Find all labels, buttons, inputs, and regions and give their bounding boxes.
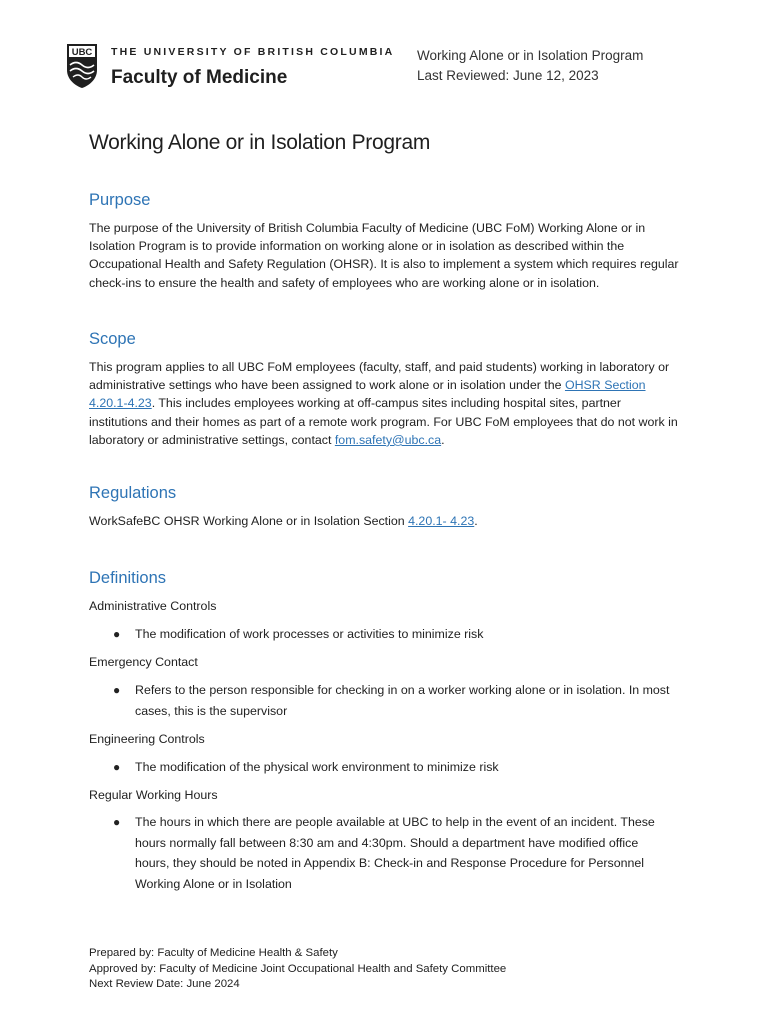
definition-term: Administrative Controls <box>89 599 217 613</box>
fom-safety-email-link[interactable]: fom.safety@ubc.ca <box>334 432 442 447</box>
scope-heading: Scope <box>89 330 136 348</box>
regulations-heading: Regulations <box>89 484 177 502</box>
regulations-text-part-2: . <box>474 514 478 528</box>
header-program-name: Working Alone or in Isolation Program <box>417 48 644 63</box>
logo-text: UBC <box>71 47 93 58</box>
definition-bullet <box>113 624 675 645</box>
purpose-text: The purpose of the University of British Columbia Faculty of Medicine (UBC FoM) Working Alone or in Isolation Program is to provide information on working alone or in isolation as described within the Occupational Health and Safety Regulation (OHSR). It is also to implement a system which requires regular check-ins to ensure the health and safety of employees who are working alone or in isolation. <box>89 221 679 290</box>
purpose-heading: Purpose <box>89 191 151 209</box>
header-meta <box>417 46 643 86</box>
definition-bullet <box>113 757 675 778</box>
scope-text-part-1: This program applies to all UBC FoM employees (faculty, staff, and paid students) working in laboratory or administrative settings who have been assigned to work alone or in isolation under the <box>89 360 670 393</box>
scope-text <box>89 358 679 449</box>
bullet-icon: ● <box>113 760 121 774</box>
definition-term: Regular Working Hours <box>89 788 218 802</box>
definition-term: Emergency Contact <box>89 655 198 669</box>
definition-term: Engineering Controls <box>89 732 205 746</box>
definitions-heading: Definitions <box>89 569 167 587</box>
footer-approved-by: Approved by: Faculty of Medicine Joint Occupational Health and Safety Committee <box>89 962 507 975</box>
definition-bullet-text: The hours in which there are people available at UBC to help in the event of an incident. These hours normally fall between 8:30 am and 4:30pm. Should a department have modified office hours, they should be noted in Appendix B: Check-in and Response Procedure for Personnel Working Alone or in Isolation <box>135 815 655 891</box>
definition-bullet <box>113 680 675 721</box>
regulations-section-link[interactable]: 4.20.1- 4.23 <box>408 514 475 528</box>
university-name: THE UNIVERSITY OF BRITISH COLUMBIA <box>111 46 395 58</box>
ohsr-section-link[interactable]: OHSR Section 4.20.1-4.23 <box>89 378 646 411</box>
regulations-text <box>89 512 679 530</box>
regulations-text-part-1: WorkSafeBC OHSR Working Alone or in Isolation Section <box>89 514 409 528</box>
header-last-reviewed: Last Reviewed: June 12, 2023 <box>417 68 599 83</box>
faculty-name: Faculty of Medicine <box>111 67 288 88</box>
scope-text-part-3: . <box>441 432 445 447</box>
bullet-icon: ● <box>113 683 121 697</box>
page-footer <box>89 946 506 993</box>
definition-bullet-text: The modification of work processes or activities to minimize risk <box>135 627 484 641</box>
footer-next-review: Next Review Date: June 2024 <box>89 978 240 990</box>
definition-bullet <box>113 812 675 894</box>
definition-bullet-text: The modification of the physical work environment to minimize risk <box>135 760 499 774</box>
definition-bullet-text: Refers to the person responsible for checking in on a worker working alone or in isolation. In most cases, this is the supervisor <box>135 683 670 718</box>
ubc-logo-icon <box>66 43 98 89</box>
bullet-icon: ● <box>113 815 121 829</box>
bullet-icon: ● <box>113 627 121 641</box>
page-title: Working Alone or in Isolation Program <box>89 131 431 154</box>
footer-prepared-by: Prepared by: Faculty of Medicine Health & Safety <box>89 947 338 959</box>
scope-text-part-2: . This includes employees working at off-campus sites including hospital sites, partner institutions and their homes as part of a remote work program. For UBC FoM employees that do not work in laboratory or administrative settings, contact <box>89 396 678 447</box>
